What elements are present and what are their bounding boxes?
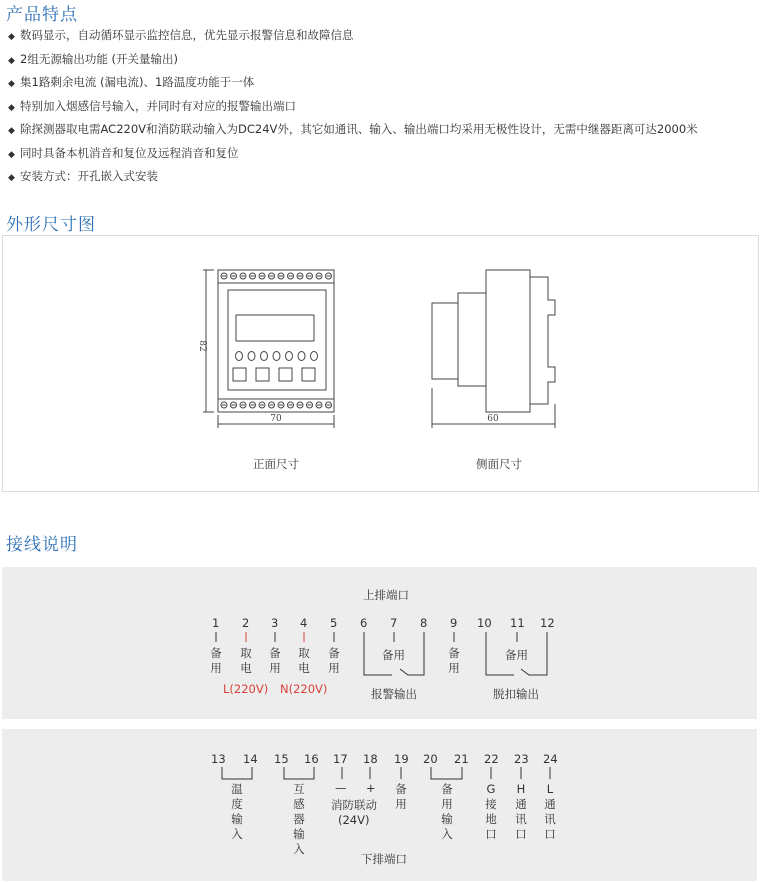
ground-port-label: 接 地 口 [485, 797, 497, 841]
terminal-number: 20 [423, 752, 438, 766]
feature-text: 数码显示，自动循环显示监控信息，优先显示报警信息和故障信息 [20, 28, 354, 42]
h-letter: H [516, 782, 526, 796]
fire-linkage-label: 消防联动 [331, 798, 377, 812]
l-letter: L [546, 782, 554, 796]
terminal-number: 22 [484, 752, 499, 766]
terminal-label-power: 取 电 [240, 646, 252, 675]
terminal-number: 8 [420, 616, 428, 630]
height-dimension: 82 [197, 340, 207, 352]
terminal-number: 16 [304, 752, 319, 766]
terminal-label: 备用 [505, 648, 528, 662]
terminal-number: 3 [271, 616, 279, 630]
side-width-dimension: 60 [487, 414, 499, 424]
terminal-number: 12 [540, 616, 555, 630]
terminal-label: 备用 [382, 648, 405, 662]
alarm-output-label: 报警输出 [371, 687, 417, 701]
terminal-number: 9 [450, 616, 458, 630]
feature-text: 集1路剩余电流 (漏电流)、1路温度功能于一体 [20, 75, 255, 89]
terminal-number: 11 [510, 616, 525, 630]
terminal-number: 15 [274, 752, 289, 766]
neutral-label: N(220V) [280, 682, 328, 696]
voltage-24v-label: (24V) [338, 813, 370, 827]
features-title: 产品特点 [6, 5, 78, 25]
terminal-number: 19 [394, 752, 409, 766]
diamond-bullet-icon: ◆ [8, 126, 15, 136]
terminal-number: 1 [212, 616, 220, 630]
feature-text: 特别加入烟感信号输入，并同时有对应的报警输出端口 [20, 98, 296, 113]
terminal-number: 6 [360, 616, 368, 630]
terminal-number: 21 [454, 752, 469, 766]
minus-label: — [335, 781, 347, 795]
comm-port-l-label: 通 讯 口 [544, 797, 556, 841]
wiring-title: 接线说明 [6, 535, 78, 555]
feature-text: 除探测器取电需AC220V和消防联动输入为DC24V外，其它如通讯、输入、输出端口均采用无极性设计，无需中继器距离可达2000米 [20, 122, 698, 136]
diamond-bullet-icon: ◆ [8, 55, 15, 66]
terminal-label: 备 用 [269, 646, 281, 675]
diamond-bullet-icon: ◆ [8, 79, 15, 89]
front-view-label: 正面尺寸 [253, 457, 299, 471]
terminal-label: 备 用 [328, 646, 340, 675]
terminal-number: 17 [333, 752, 348, 766]
terminal-number: 4 [300, 616, 308, 630]
trip-output-label: 脱扣输出 [493, 687, 539, 701]
feature-text: 同时具备本机消音和复位及远程消音和复位 [20, 145, 239, 160]
terminal-number: 7 [390, 616, 398, 630]
diamond-bullet-icon: ◆ [8, 149, 15, 160]
terminal-number: 5 [330, 616, 338, 630]
top-port-title: 上排端口 [363, 588, 409, 602]
diamond-bullet-icon: ◆ [8, 102, 15, 113]
dimensions-title: 外形尺寸图 [6, 215, 96, 235]
diamond-bullet-icon: ◆ [8, 32, 15, 42]
live-label: L(220V) [223, 682, 269, 696]
terminal-label: 备 用 [448, 646, 460, 675]
terminal-number: 2 [242, 616, 250, 630]
feature-text: 安装方式：开孔嵌入式安装 [20, 169, 158, 183]
terminal-number: 18 [363, 752, 378, 766]
plus-label: + [366, 781, 376, 795]
spare-input-label: 备 用 输 入 [441, 782, 453, 841]
terminal-number: 23 [514, 752, 529, 766]
diamond-bullet-icon: ◆ [8, 173, 15, 183]
terminal-number: 24 [543, 752, 558, 766]
terminal-label-power: 取 电 [298, 646, 310, 675]
terminal-number: 13 [211, 752, 226, 766]
side-view-label: 侧面尺寸 [476, 457, 522, 471]
ct-input-label: 互 感 器 输 入 [293, 782, 305, 856]
terminal-label: 备 用 [210, 646, 222, 675]
bottom-port-title: 下排端口 [361, 852, 407, 866]
terminal-number: 14 [243, 752, 258, 766]
terminal-label: 备 用 [395, 782, 407, 811]
g-letter: G [486, 782, 496, 796]
feature-text: 2组无源输出功能 (开关量输出) [20, 51, 178, 66]
front-width-dimension: 70 [270, 414, 282, 424]
temperature-input-label: 温 度 输 入 [231, 782, 243, 841]
comm-port-h-label: 通 讯 口 [515, 797, 527, 841]
terminal-number: 10 [477, 616, 492, 630]
